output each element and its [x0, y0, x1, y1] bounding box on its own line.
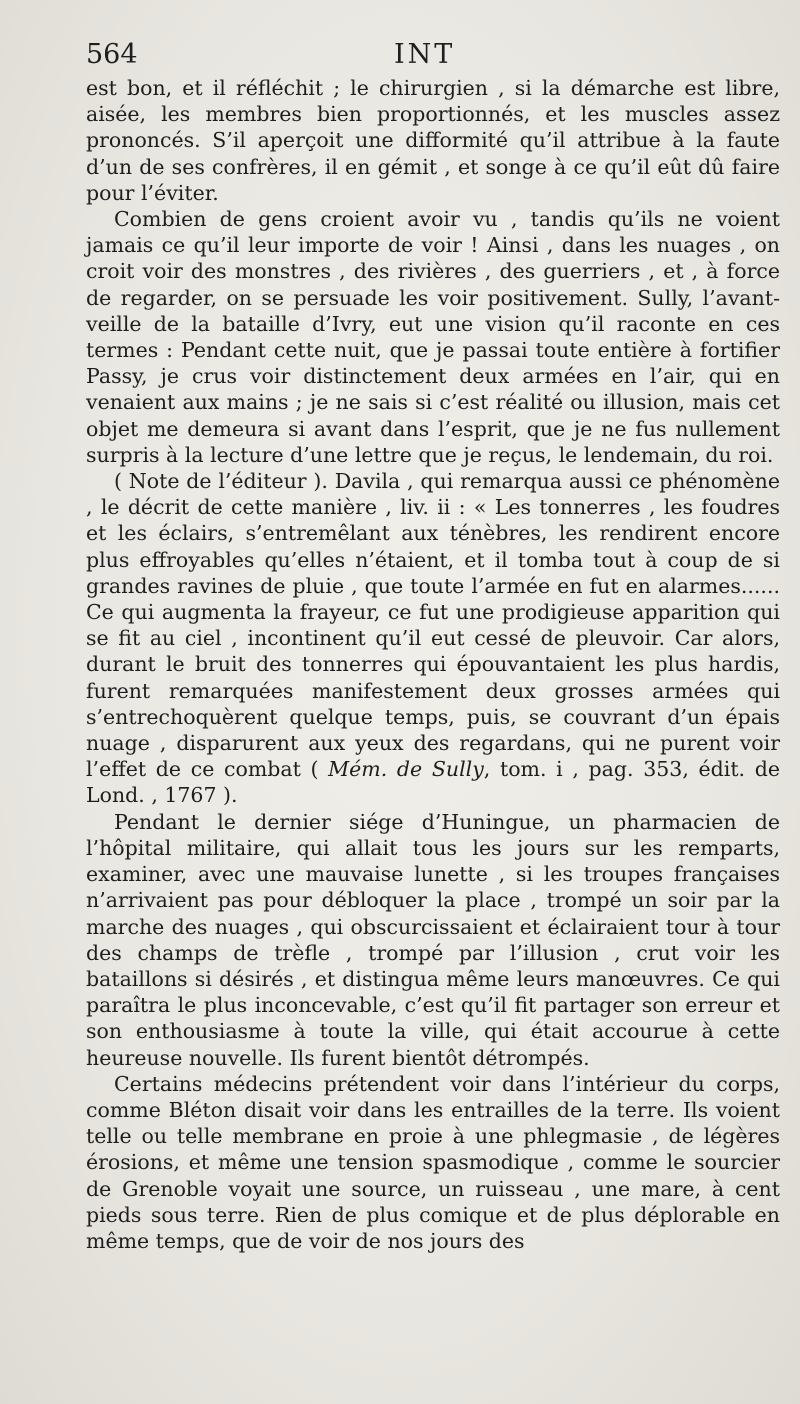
paragraph-sully-vision: Combien de gens croient avoir vu , tandis qu’ils ne voient jamais ce qu’il leur importe de voir ! Ainsi , dans les nuages , on croit voir des monstres , des rivières , des guerriers , et , à force de regarder, on se persuade les voir positivement. Sully, l’avant-veille de la bataille d’Ivry, eut une vision qu’il raconte en ces termes : Pendant cette nuit, que je passai toute entière à fortifier Passy, je crus voir distinctement deux armées en l’air, qui en venaient aux mains ; je ne sais si c’est réalité ou illusion, mais cet objet me demeura si avant dans l’esprit, que je ne fus nullement surpris à la lecture d’une lettre que je reçus, le lendemain, du roi.: [86, 207, 780, 467]
page-header: [86, 38, 776, 72]
paragraph-medecins: Certains médecins prétendent voir dans l’intérieur du corps, comme Bléton disait voir dans les entrailles de la terre. Ils voient telle ou telle membrane en proie à une phlegmasie , de légères érosions, et même une tension spasmodique , comme le sourcier de Grenoble voyait une source, un ruisseau , une mare, à cent pieds sous terre. Rien de plus comique et de plus déplorable en même temps, que de voir de nos jours des: [86, 1071, 780, 1253]
paragraph-huningue: Pendant le dernier siége d’Huningue, un pharmacien de l’hôpital militaire, qui allait tous les jours sur les remparts, examiner, avec une mauvaise lunette , si les troupes françaises n’arrivaient pas pour débloquer la place , trompé un soir par la marche des nuages , qui obscurcissaient et éclairaient tour à tour des champs de trèfle , trompé par l’illusion , crut voir les bataillons si désirés , et distingua même leurs manœuvres. Ce qui paraîtra le plus inconcevable, c’est qu’il fit partager son erreur et son enthousiasme à toute la ville, qui était accourue à cette heureuse nouvelle. Ils furent bientôt détrompés.: [86, 809, 780, 1070]
paragraph-continuation: est bon, et il réfléchit ; le chirurgien , si la démarche est libre, aisée, les membres bien proportionnés, et les muscles assez prononcés. S’il aperçoit une difformité qu’il attribue à la faute d’un de ses confrères, il en gémit , et songe à ce qu’il eût dû faire pour l’éviter.: [86, 76, 780, 205]
citation-tail: , tom. i , pag. 353, édit. de Lond. , 1767 ).: [86, 757, 780, 808]
paragraph-davila-note: [86, 468, 780, 809]
body-text: [86, 75, 780, 1254]
citation-italic: Mém. de Sully: [328, 757, 484, 782]
running-head: INT: [394, 39, 456, 70]
page-number: 564: [86, 39, 138, 70]
davila-note-text: ( Note de l’éditeur ). Davila , qui remarqua aussi ce phénomène , le décrit de cette manière , liv. ii : « Les tonnerres , les foudres et les éclairs, s’entremêlant aux ténèbres, les rendirent encore plus effroyables qu’elles n’étaient, et il tomba tout à coup de si grandes ravines de pluie , que toute l’armée en fut en alarmes...... Ce qui augmenta la frayeur, ce fut une prodigieuse apparition qui se fit au ciel , incontinent qu’il eut cessé de pleuvoir. Car alors, durant le bruit des tonnerres qui épouvantaient les plus hardis, furent remarquées manifestement deux grosses armées qui s’entrechoquèrent quelque temps, puis, se couvrant d’un épais nuage , disparurent aux yeux des regardans, qui ne purent voir l’effet de ce combat (: [86, 469, 780, 782]
